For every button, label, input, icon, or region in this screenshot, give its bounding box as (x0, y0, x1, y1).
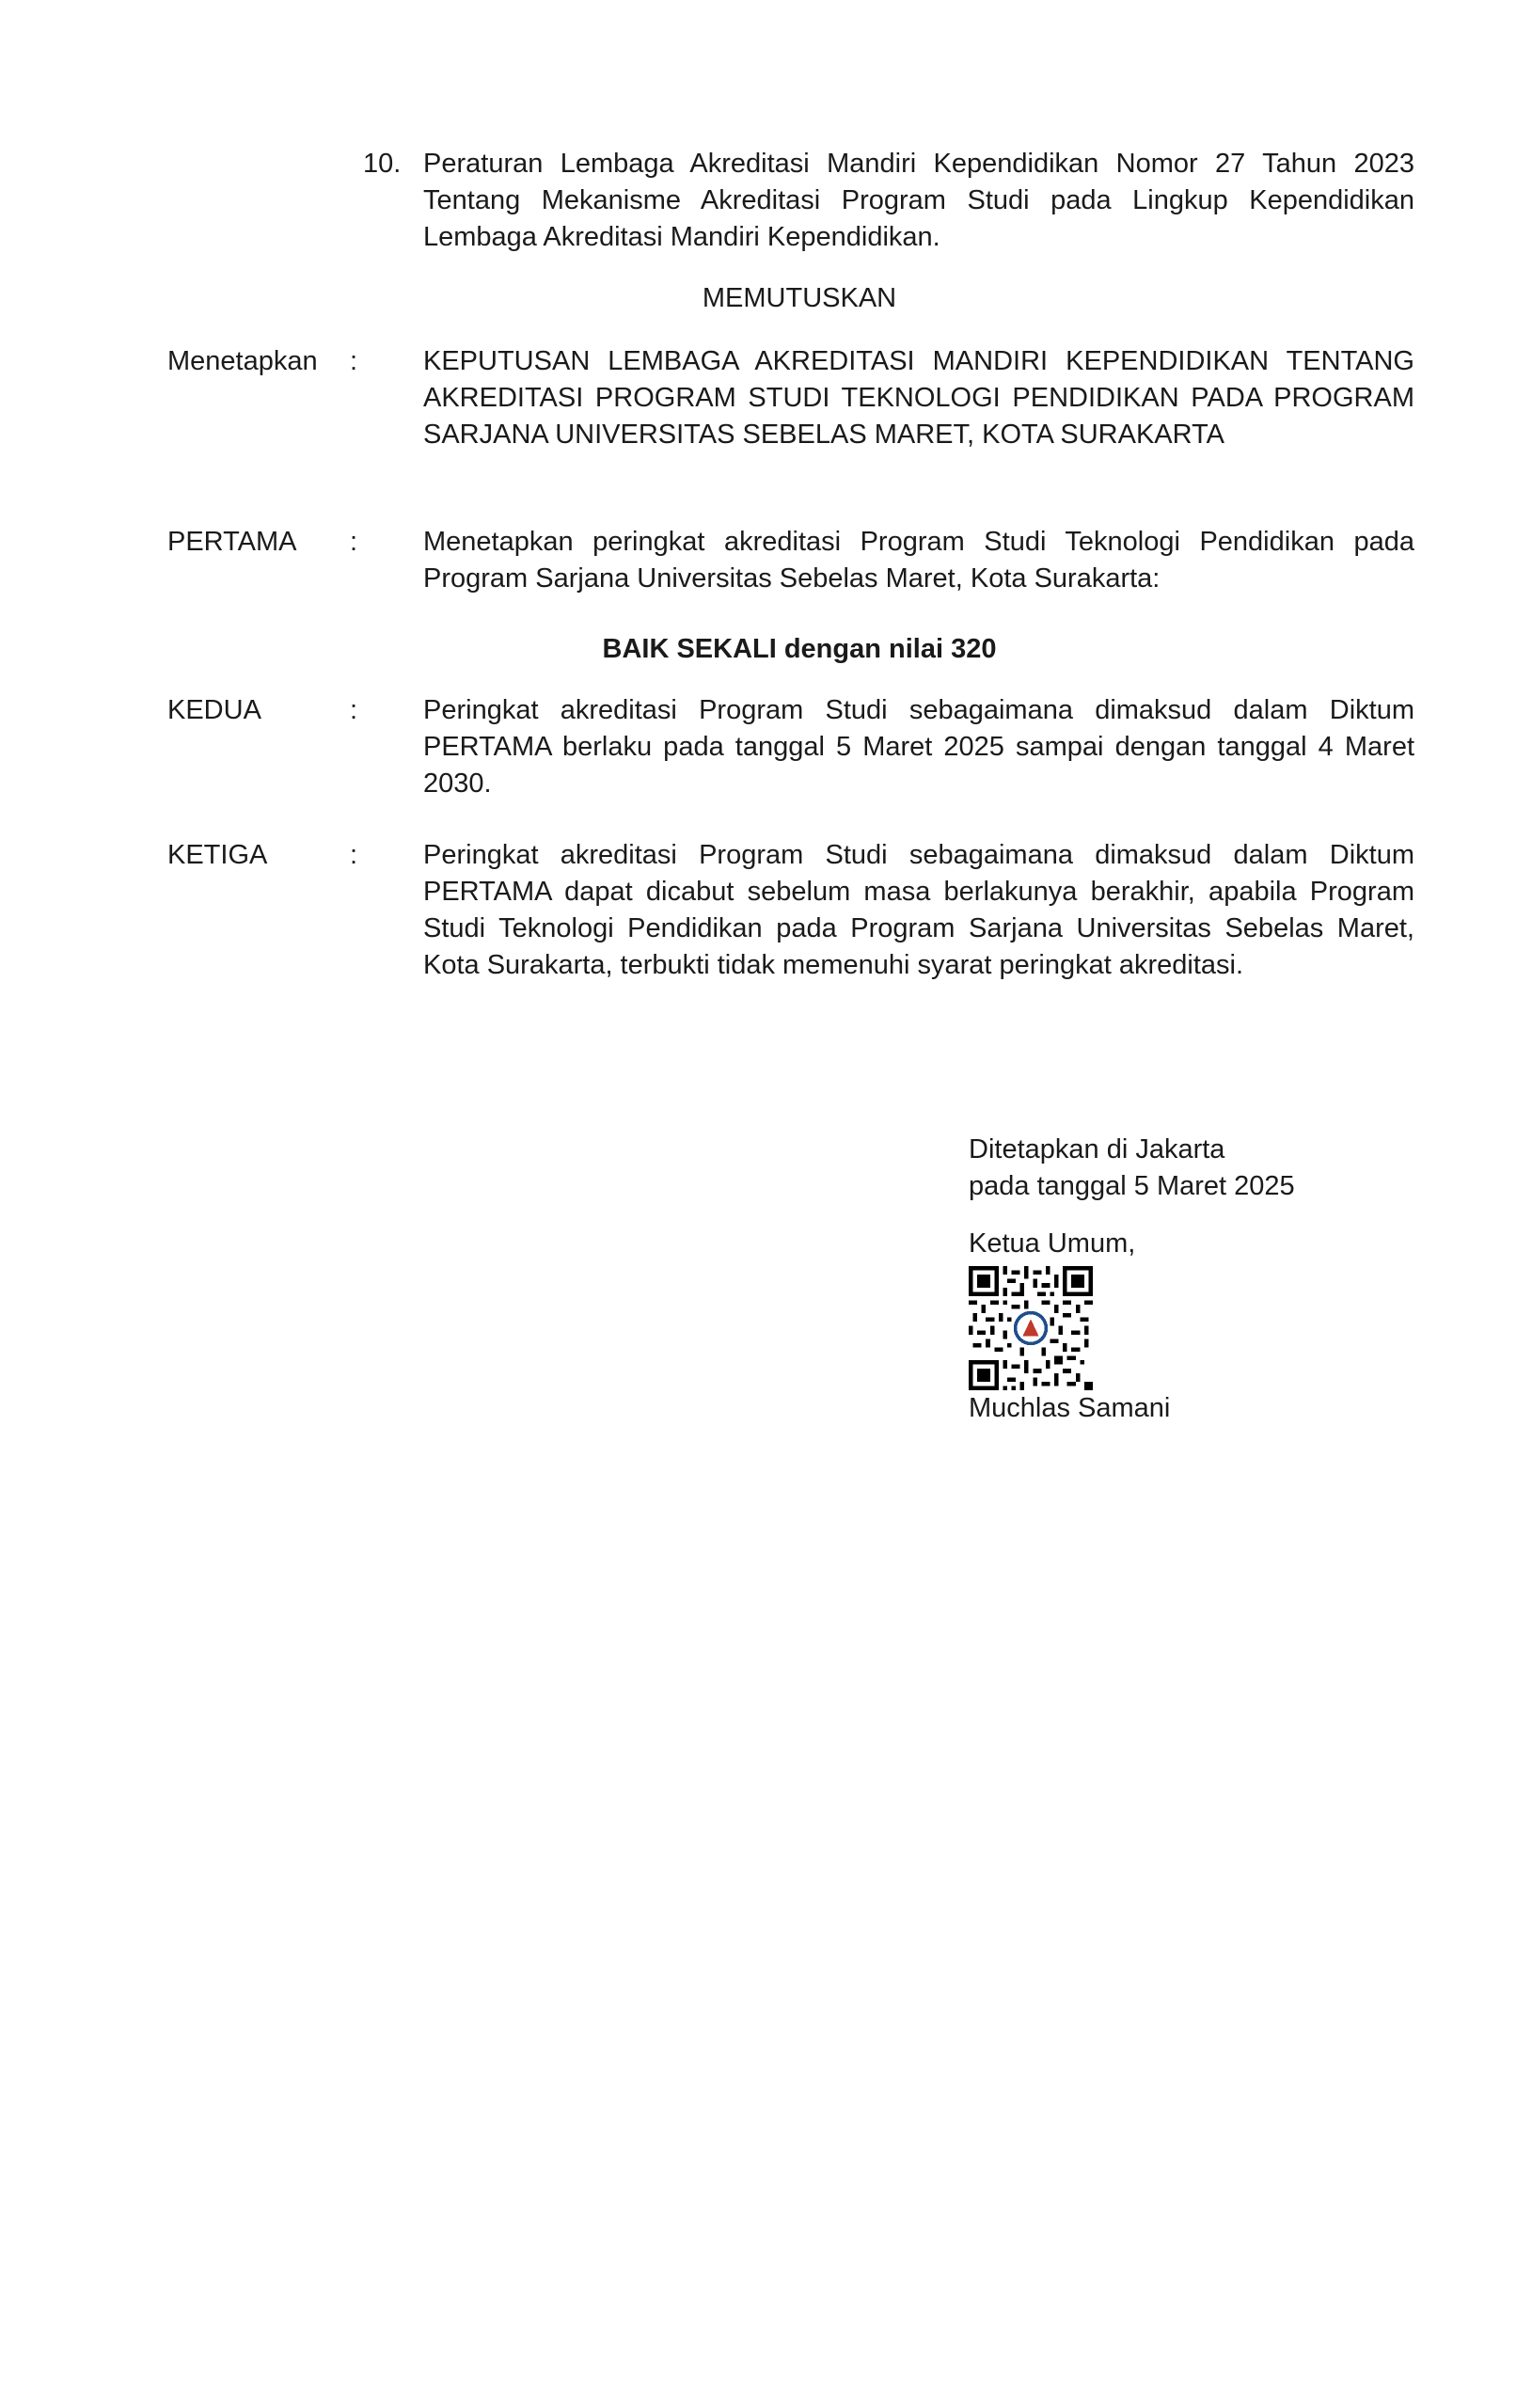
row-label: Menetapkan (167, 346, 318, 376)
consideration-number: 10. (363, 149, 402, 179)
row-label: PERTAMA (167, 527, 297, 557)
decision-heading: MEMUTUSKAN (702, 283, 897, 313)
row-content: Peringkat akreditasi Program Studi sebagaimana dimaksud dalam Diktum PERTAMA dapat dicabut sebelum masa berlakunya berakhir, apabila Program Studi Teknologi Pendidikan pada Program Sarjana Universitas Sebelas Maret, Kota Surakarta, terbukti tidak memenuhi syarat peringkat akreditasi. (423, 840, 1414, 980)
accreditation-grade: BAIK SEKALI dengan nilai 320 (602, 634, 997, 664)
row-label: KEDUA (167, 695, 261, 725)
signature-date: pada tanggal 5 Maret 2025 (969, 1171, 1295, 1201)
row-content: KEPUTUSAN LEMBAGA AKREDITASI MANDIRI KEPENDIDIKAN TENTANG AKREDITASI PROGRAM STUDI TEKNOLOGI PENDIDIKAN PADA PROGRAM SARJANA UNIVERSITAS SEBELAS MARET, KOTA SURAKARTA (423, 346, 1414, 450)
decision-row-menetapkan (167, 343, 1414, 453)
signature-place: Ditetapkan di Jakarta (969, 1134, 1225, 1164)
consideration-text: Peraturan Lembaga Akreditasi Mandiri Kependidikan Nomor 27 Tahun 2023 Tentang Mekanisme Akreditasi Program Studi pada Lingkup Kependidikan Lembaga Akreditasi Mandiri Kependidikan. (423, 149, 1414, 252)
row-colon: : (350, 527, 358, 557)
signature-block (969, 1132, 1364, 1427)
signer-name: Muchlas Samani (969, 1393, 1171, 1423)
decision-row-kedua (167, 692, 1414, 802)
row-content: Peringkat akreditasi Program Studi sebagaimana dimaksud dalam Diktum PERTAMA berlaku pada tanggal 5 Maret 2025 sampai dengan tanggal 4 Maret 2030. (423, 695, 1414, 799)
row-colon: : (350, 840, 358, 870)
decision-row-pertama (167, 524, 1414, 597)
row-label: KETIGA (167, 840, 268, 870)
row-colon: : (350, 695, 358, 725)
row-content: Menetapkan peringkat akreditasi Program Studi Teknologi Pendidikan pada Program Sarjana Universitas Sebelas Maret, Kota Surakarta: (423, 527, 1414, 594)
decision-row-ketiga (167, 837, 1414, 984)
qr-code-signature-icon (969, 1266, 1093, 1390)
signature-role: Ketua Umum, (969, 1228, 1136, 1259)
consideration-item-10 (363, 146, 1414, 256)
row-colon: : (350, 346, 358, 376)
